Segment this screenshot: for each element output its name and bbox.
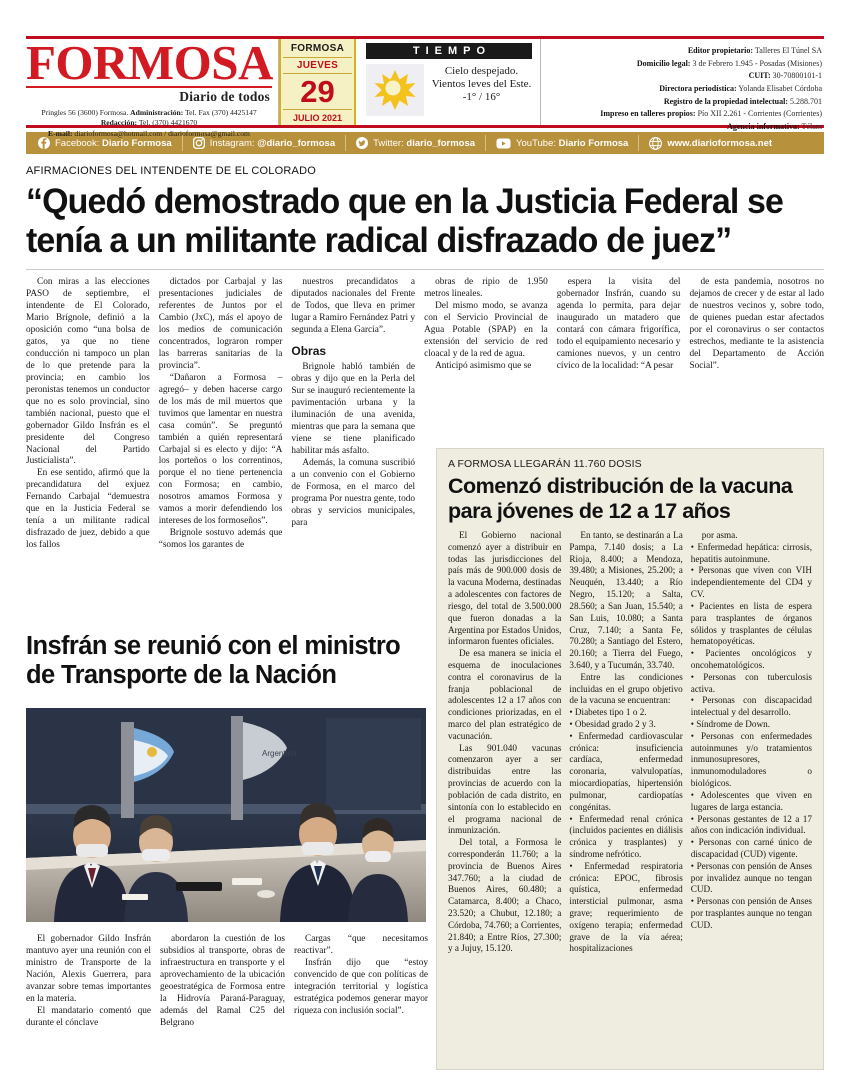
vaccine-story-headline[interactable]: Comenzó distribución de la vacuna para jóvenes de 12 a 17 años [448, 474, 793, 523]
vaccine-column-2 [569, 530, 690, 955]
insfran-column-2 [160, 934, 294, 1030]
vaccine-story-kicker: A FORMOSA LLEGARÁN 11.760 DOSIS [448, 458, 642, 470]
paragraph: El mandatario comentó que durante el cónclave [26, 1005, 151, 1028]
vaccine-column-3 [691, 530, 812, 955]
paragraph: Del mismo modo, se avanza con el Servicio Provincial de Agua Potable (SPAP) en la extensión del servicio de red cloacal y de la red de agua. [424, 301, 548, 359]
condition-bullet: • Personas con enfermedades autoinmunes y/o tratamientos inmunosupresores, inmunomoduladores o biológicos. [690, 730, 812, 789]
paragraph: por asma. [701, 530, 738, 540]
paragraph: De esa manera se inicia el esquema de inoculaciones contra el coronavirus de la franja poblacional de adolescentes 12 a 17 años con condiciones priorizadas, en el marco del plan estratégico de vacunación. [448, 648, 562, 741]
weather-description: Cielo despejado. Vientos leves del Este. [431, 65, 532, 91]
paragraph: “Dañaron a Formosa –agregó– y deben hacerse cargo de los más de mil muertos que tuvimos que lamentar en nuestra casa común”. Se preguntó también a quién representará Carbajal si es electo y dijo: “A los porteños o los correntinos, porque el no tiene pertenencia con Formosa; en cambio, nosotros amamos Formosa y vamos a morir defendiendo los intereses de los formoseños”. [158, 372, 283, 527]
twitter-icon [356, 137, 368, 149]
paragraph: Brignole habló también de obras y dijo que en la Perla del Sur se inauguró recientemente la pavimentación urbana y la iluminación de una avenida, mientras que para la semana que viene se tiene planificado habilitar más asfalto. [291, 362, 416, 457]
weather-temperatures: -1° / 16° [462, 91, 501, 104]
date-box [279, 39, 356, 125]
insfran-story-columns [26, 934, 430, 1030]
condition-bullet: • Enfermedad respiratoria crónica: EPOC, fibrosis quística, enfermedad intersticial pulmonar, asma grave; requerimiento de oxígeno terapia; enfermedad grave de la vía aérea; hospitalizaciones [569, 860, 683, 954]
email-label: E-mail: [48, 128, 73, 138]
social-link-youtube[interactable] [486, 135, 639, 151]
social-link-instagram[interactable] [183, 135, 346, 151]
info-value-1: 3 de Febrero 1.945 - Posadas (Misiones) [690, 58, 822, 68]
vaccine-story-columns [448, 530, 812, 955]
newspaper-tagline: Diario de todos [179, 89, 270, 105]
paragraph: El Gobierno nacional comenzó ayer a distribuir en todas las jurisdicciones del país más de 900.000 dosis de la vacuna Moderna, destinadas a adolescentes con factores de riesgo, del total de 3.500.000 que fueron donadas a la Argentina por Estados Unidos, informaron fuentes oficiales. [448, 530, 562, 647]
masthead-logo-block [26, 35, 279, 138]
lead-column-3 [291, 277, 424, 552]
info-value-0: Talleres El Túnel SA [753, 46, 822, 55]
info-label-4: Registro de la propiedad intelectual: [663, 96, 788, 106]
instagram-icon [193, 137, 205, 149]
paragraph: En ese sentido, afirmó que la precandidatura del exjuez Fernando Carbajal “demuestra que en la Justicia Federal se tenía a un militante radical disfrazado de juez, debido a que los fallos [26, 468, 150, 550]
newspaper-title: FORMOSA [26, 35, 273, 90]
social-link-twitter[interactable] [346, 135, 486, 151]
info-label-5: Impreso en talleres propios: [600, 109, 696, 119]
weather-heading: TIEMPO [366, 43, 532, 59]
redaccion-label: Redacción: [100, 118, 138, 128]
info-value-3: Yolanda Elisabet Córdoba [736, 83, 822, 93]
condition-bullet: • Personas con pensión de Anses por invalidez aunque no tengan CUD. [690, 860, 812, 895]
condition-bullet: • Personas con tuberculosis activa. [690, 671, 812, 694]
admin-phone: Tel. Fax (370) 4425147 [183, 108, 257, 118]
newspaper-page [0, 36, 850, 1084]
paragraph: abordaron la cuestión de los subsidios al transporte, obras de infraestructura en transporte y el aprovechamiento de la ubicación geoestratégica de Formosa entre la Hidrovía Paraná-Paraguay, además del Ramal C25 del Belgrano [160, 934, 285, 1028]
condition-bullet: • Personas gestantes de 12 a 17 años con indicación individual. [690, 813, 812, 836]
lead-column-1 [26, 277, 159, 552]
address-text: Pringles 56 (3600) Formosa. [41, 108, 131, 118]
date-city: FORMOSA [283, 43, 352, 58]
info-value-4: 5.288.701 [788, 96, 822, 106]
facebook-icon [38, 137, 50, 149]
paragraph: dictados por Carbajal y las presentaciones judiciales de referentes de Juntos por el Cambio (JxC), más el apoyo de los medios de comunicación concentrados, lograron romper las barreras sanitarias de la provincia”. [158, 277, 283, 371]
insfran-meeting-photo [26, 708, 426, 922]
condition-bullet: • Personas que viven con VIH independientemente del CD4 y CV. [690, 565, 812, 600]
insfran-column-3 [294, 934, 428, 1030]
paragraph: Cargas “que necesitamos reactivar”. [294, 934, 428, 956]
condition-bullet: • Enfermedad hepática: cirrosis, hepatitis autoinmune. [690, 541, 812, 564]
headline-divider [26, 269, 824, 270]
info-label-2: CUIT: [748, 71, 771, 81]
weather-box [356, 39, 541, 125]
admin-label: Administración: [130, 108, 184, 118]
social-link-facebook[interactable] [26, 135, 183, 151]
paragraph: Entre las condiciones incluidas en el grupo objetivo de la vacuna se encuentran: [569, 671, 683, 706]
condition-bullet: • Personas con pensión de Anses por trasplantes aunque no tengan CUD. [690, 896, 812, 930]
condition-bullet: • Síndrome de Down. [690, 719, 771, 729]
instagram-label: Instagram: @diario_formosa [209, 137, 336, 149]
info-label-3: Directora periodística: [659, 83, 737, 93]
paragraph: nuestros precandidatos a diputados nacionales del Frente de Todos, que lleva en primer lugar a Ramiro Fernández Patri y segunda a Elena García”. [291, 277, 416, 336]
lead-story-kicker: AFIRMACIONES DEL INTENDENTE DE EL COLORADO [26, 165, 316, 177]
vaccine-column-1 [448, 530, 569, 955]
paragraph: Las 901.040 vacunas comenzaron ayer a ser distribuidas entre las provincias de acuerdo con la población de cada distrito, en sintonía con lo establecido en el programa nacional de inmunización. [448, 742, 562, 836]
globe-icon [649, 137, 662, 150]
facebook-label: Facebook: Diario Formosa [55, 137, 172, 149]
condition-bullet: • Adolescentes que viven en lugares de larga estancia. [690, 789, 812, 812]
paragraph: espera la visita del gobernador Insfrán, cuando su agenda lo permita, para dejar inaugurado un matadero que contará con cámara frigorífica, todo el equipamiento necesario y camiones nuevos, y un centro cívico de la localidad: “A pesar [556, 277, 681, 371]
insfran-column-1 [26, 934, 160, 1030]
info-value-2: 30-70800101-1 [770, 71, 822, 81]
email-addresses: diarioformosa@hotmail.com / diarioformosa@gmail.com [72, 128, 250, 138]
vaccine-story-panel [436, 448, 824, 1070]
condition-bullet: • Enfermedad renal crónica (incluidos pacientes en diálisis crónica y trasplantes) y síndrome nefrótico. [569, 813, 683, 859]
website-label: www.diarioformosa.net [667, 137, 773, 149]
info-label-6: Agencia informativa: [727, 121, 800, 131]
condition-bullet: • Pacientes en lista de espera para trasplantes de órganos sólidos y trasplantes de células hematopoyéticas. [690, 600, 812, 647]
condition-bullet: • Pacientes oncológicos y oncohematológicos. [690, 648, 812, 670]
date-month-year: JULIO 2021 [283, 109, 352, 123]
paragraph: obras de ripio de 1.950 metros lineales. [424, 277, 548, 300]
condition-bullet: • Enfermedad cardiovascular crónica: insuficiencia cardíaca, enfermedad coronaria, valvulopatías, miocardiopatías, hipertensión pulmonar, cardiopatías congénitas. [569, 730, 683, 812]
insfran-story-headline[interactable]: Insfrán se reunió con el ministro de Transporte de la Nación [26, 632, 401, 690]
social-media-bar [26, 132, 824, 154]
condition-bullet: • Obesidad grado 2 y 3. [569, 719, 656, 729]
paragraph: En tanto, se destinarán a La Pampa, 7.140 dosis; a La Rioja, 8.400; a Mendoza, 39.480; a Misiones, 25.200; a Neuquén, 13.440; a Río Negro, 15.120; a Salta, 28.560; a San Juan, 15.540; a San Luis, 10.080; a Santa Cruz, 7.140; a Santa Fe, 70.280; a Santiago del Estero, 20.160; a Tierra del Fuego, 3.640, y a Tucumán, 33.740. [569, 530, 683, 670]
paragraph: Brignole sostuvo además que “somos los garantes de [158, 528, 283, 550]
condition-bullet: • Diabetes tipo 1 o 2. [569, 707, 647, 718]
website-link[interactable] [639, 135, 782, 151]
sun-icon [366, 64, 424, 116]
info-value-6: Télam [799, 121, 822, 131]
svg-text:Argentina: Argentina [262, 749, 297, 758]
paragraph: Además, la comuna suscribió a un convenio con el Gobierno de Formosa, en el marco del programa Por nuestra gente, todo obras y servicios municipales, para [291, 457, 416, 528]
info-value-5: Pío XII 2.261 - Corrientes (Corrientes) [695, 109, 822, 119]
lead-story-headline[interactable]: “Quedó demostrado que en la Justicia Federal se tenía a un militante radical disfrazado de juez” [26, 182, 784, 261]
condition-bullet: • Personas con discapacidad intelectual y del desarrollo. [690, 695, 812, 718]
paragraph: de esta pandemia, nosotros no dejamos de crecer y de estar al lado de nuestros vecinos y, sobre todo, de quienes puedan estar afectados por el coronavirus o ser contactos estrechos, mediante te la asistencia del Departamento de Acción Social”. [689, 277, 824, 371]
info-label-0: Editor propietario: [687, 46, 754, 55]
paragraph: El gobernador Gildo Insfrán mantuvo ayer una reunión con el ministro de Transporte de la Nación, Alexis Guerrera, para avanzar sobre temas importantes en la materia. [26, 934, 151, 1004]
masthead [26, 35, 824, 138]
weather-description-block [431, 64, 532, 105]
redaccion-phone: Tel. (370) 4421670 [137, 118, 198, 128]
info-label-1: Domicilio legal: [636, 58, 691, 68]
date-day-number: 29 [300, 74, 335, 109]
publication-info [541, 39, 824, 131]
date-weekday: JUEVES [283, 58, 352, 74]
youtube-label: YouTube: Diario Formosa [516, 137, 629, 149]
subheading-obras: Obras [291, 344, 327, 359]
youtube-icon [496, 138, 511, 149]
paragraph: Insfrán dijo que “estoy convencido de que con políticas de integración territorial y logística estratégica podemos generar mayor riqueza con inclusión social”. [294, 957, 428, 1016]
twitter-label: Twitter: diario_formosa [373, 137, 476, 149]
paragraph: Con miras a las elecciones PASO de septiembre, el intendente de El Colorado, Mario Brígnole, definió a la oposición como “una bolsa de gatos, ya que no tiene conducción ni tampoco un plan de lo que pretende para la provincia; en cambio los peronistas tenemos un conductor que no es solo provincial, sino también nacional, puesto que el gobernador Gildo Insfrán es el presidente del Congreso Nacional del Partido Justicialista”. [26, 277, 150, 467]
condition-bullet: • Personas con carné único de discapacidad (CUD) vigente. [690, 837, 812, 859]
paragraph: Anticipó asimismo que se [435, 360, 532, 371]
paragraph: Del total, a Formosa le corresponderán 11.760; a la provincia de Buenos Aires 347.760; a la ciudad de Buenos Aires, 60.480; a Catamarca, 8.400; a Chaco, 23.520; a Chubut, 12.180; a Córdoba, 74.760; a Corrientes, 21.840; a Entre Ríos, 27.300; y a Jujuy, 15.120. [448, 837, 562, 954]
lead-column-2 [159, 277, 292, 552]
